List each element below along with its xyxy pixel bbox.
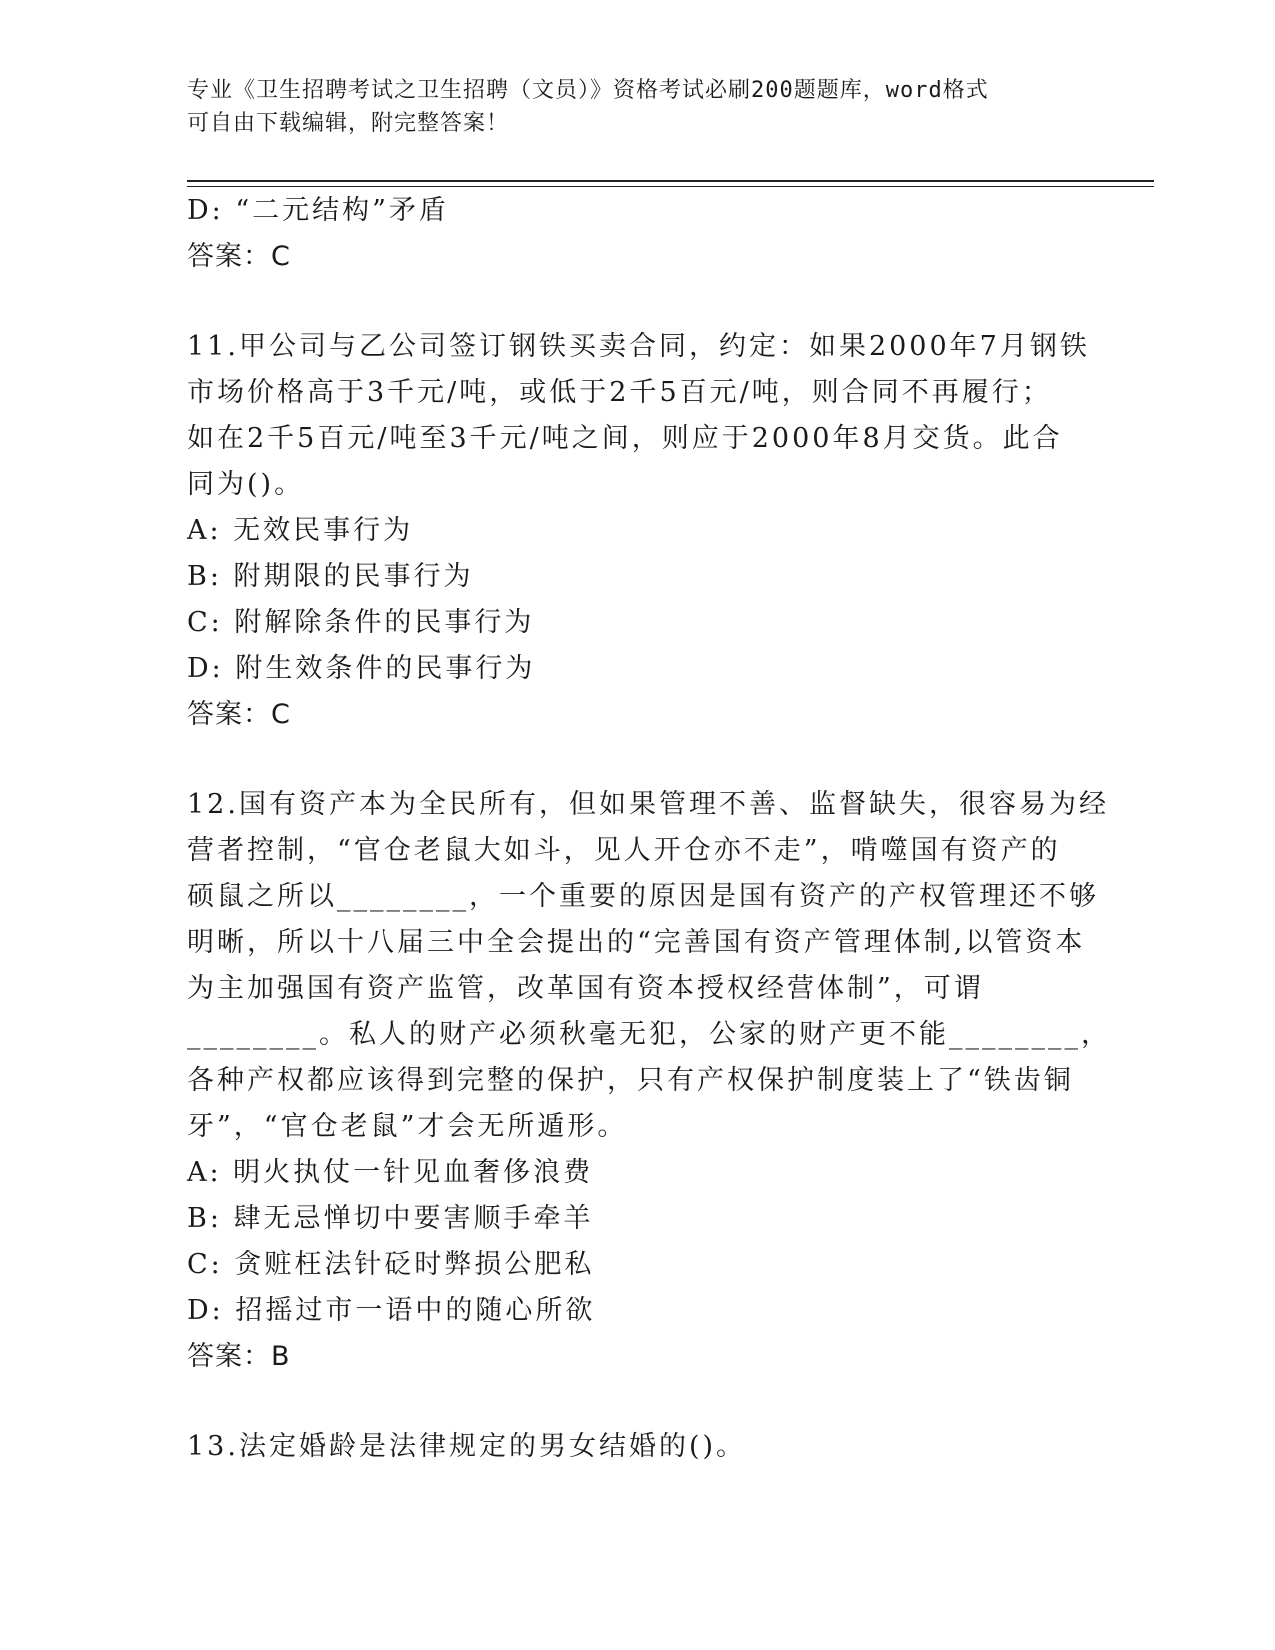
option-a: A: 明火执仗一针见血奢侈浪费 <box>187 1157 594 1188</box>
question-stem-line: 牙”，“官仓老鼠”才会无所遁形。 <box>187 1111 628 1142</box>
question-stem-line: 营者控制，“官仓老鼠大如斗，见人开仓亦不走”，啃噬国有资产的 <box>187 835 1061 866</box>
question-stem-line: 明晰，所以十八届三中全会提出的“完善国有资产管理体制,以管资本 <box>187 927 1086 958</box>
question-stem-line: 11.甲公司与乙公司签订钢铁买卖合同，约定：如果2000年7月钢铁 <box>187 331 1090 362</box>
question-stem-line: 各种产权都应该得到完整的保护，只有产权保护制度装上了“铁齿铜 <box>187 1065 1074 1096</box>
question-stem-line: 如在2千5百元/吨至3千元/吨之间，则应于2000年8月交货。此合 <box>187 423 1063 454</box>
option-b: B: 附期限的民事行为 <box>187 561 474 592</box>
question-stem-line: 市场价格高于3千元/吨，或低于2千5百元/吨，则合同不再履行； <box>187 377 1052 408</box>
document-body <box>187 188 1111 1470</box>
answer-line: 答案：C <box>187 241 291 272</box>
spacer <box>187 280 1087 324</box>
question-stem-line: 12.国有资产本为全民所有，但如果管理不善、监督缺失，很容易为经 <box>187 789 1109 820</box>
answer-line: 答案：C <box>187 699 291 730</box>
option-d: D: 招摇过市一语中的随心所欲 <box>187 1295 596 1326</box>
header-divider-thick <box>187 180 1154 182</box>
header-line-2: 可自由下载编辑，附完整答案！ <box>187 111 510 136</box>
option-d: D: 附生效条件的民事行为 <box>187 653 536 684</box>
question-stem-line: 为主加强国有资产监管，改革国有资本授权经营体制”，可谓 <box>187 973 984 1004</box>
header-line-1: 专业《卫生招聘考试之卫生招聘（文员）》资格考试必刷200题题库，word格式 <box>187 78 989 103</box>
question-stem-line: 同为()。 <box>187 469 305 500</box>
question-stem-line: ________。私人的财产必须秋毫无犯，公家的财产更不能________， <box>187 1019 1111 1050</box>
question-13 <box>187 1424 1087 1470</box>
question-12 <box>187 782 1111 1380</box>
option-d: D: “二元结构”矛盾 <box>187 195 449 226</box>
answer-line: 答案：B <box>187 1341 291 1372</box>
question-stem-line: 硕鼠之所以________，一个重要的原因是国有资产的产权管理还不够 <box>187 881 1099 912</box>
option-c: C: 贪赃枉法针砭时弊损公肥私 <box>187 1249 595 1280</box>
option-a: A: 无效民事行为 <box>187 515 414 546</box>
option-b: B: 肆无忌惮切中要害顺手牵羊 <box>187 1203 594 1234</box>
spacer <box>187 1380 1087 1424</box>
option-c: C: 附解除条件的民事行为 <box>187 607 535 638</box>
question-11 <box>187 324 1090 738</box>
header-divider-thin <box>187 186 1154 187</box>
question-stem-line: 13.法定婚龄是法律规定的男女结婚的()。 <box>187 1431 747 1462</box>
spacer <box>187 738 1087 782</box>
document-header <box>187 74 1067 140</box>
